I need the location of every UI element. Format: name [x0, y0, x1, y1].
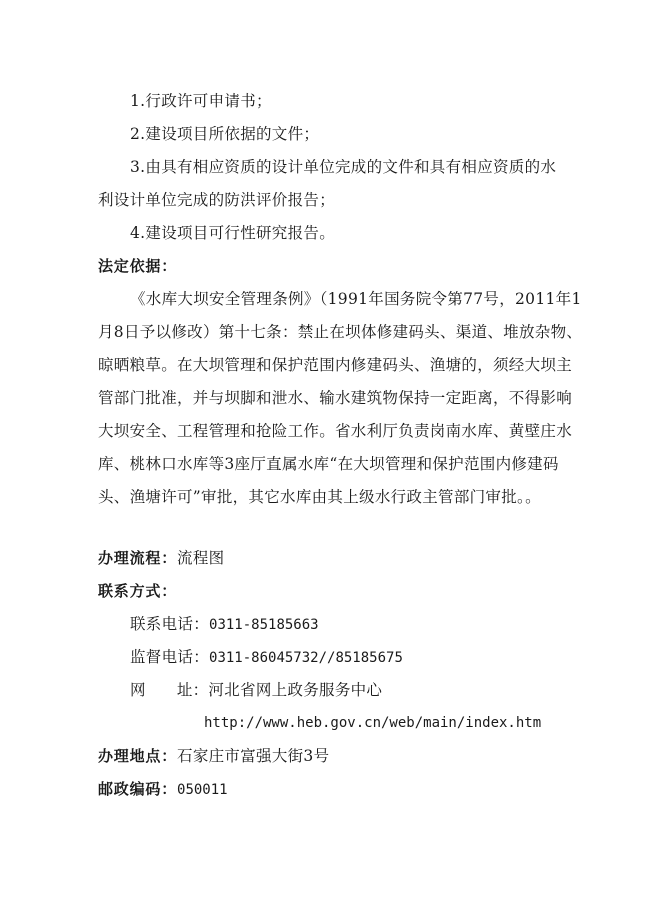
postal-value: 050011 [177, 782, 228, 798]
legal-basis-line-6: 库、桃林口水库等3座厅直属水库“在大坝管理和保护范围内修建码 [98, 455, 559, 473]
legal-basis-line-4: 管部门批准，并与坝脚和泄水、输水建筑物保持一定距离，不得影响 [98, 389, 573, 407]
material-item-1: 1.行政许可申请书； [130, 92, 272, 110]
material-item-3: 3.由具有相应资质的设计单位完成的文件和具有相应资质的水 [130, 158, 557, 176]
legal-basis-heading: 法定依据： [98, 257, 178, 275]
website-url-link[interactable]: http://www.heb.gov.cn/web/main/index.htm [204, 715, 542, 731]
location-row [0, 746, 650, 766]
supervise-phone-row [0, 647, 650, 668]
material-item-2: 2.建设项目所依据的文件； [130, 125, 320, 143]
material-item-3-cont: 利设计单位完成的防洪评价报告； [98, 191, 336, 209]
contact-heading: 联系方式： [98, 582, 178, 600]
contact-phone-label: 联系电话： [130, 615, 210, 633]
process-flowchart-link[interactable]: 流程图 [177, 549, 225, 567]
supervise-phone-value: 0311-86045732//85185675 [209, 650, 403, 666]
postal-row [0, 779, 650, 800]
legal-basis-line-2: 月8日予以修改）第十七条：禁止在坝体修建码头、渠道、堆放杂物、 [98, 323, 583, 341]
process-row [0, 548, 650, 568]
website-label-char-2: 址： [176, 681, 209, 699]
website-label-char-1: 网 [130, 681, 146, 699]
legal-basis-line-5: 大坝安全、工程管理和抢险工作。省水利厅负责岗南水库、黄壁庄水 [98, 422, 573, 440]
postal-heading: 邮政编码： [98, 780, 178, 798]
process-heading: 办理流程： [98, 549, 178, 567]
location-heading: 办理地点： [98, 747, 178, 765]
contact-phone-row [0, 614, 650, 635]
contact-phone-value: 0311-85185663 [209, 617, 319, 633]
legal-basis-line-1: 《水库大坝安全管理条例》（1991年国务院令第77号，2011年1 [130, 290, 582, 308]
material-item-4: 4.建设项目可行性研究报告。 [130, 224, 335, 242]
website-value: 河北省网上政务服务中心 [208, 681, 383, 699]
supervise-phone-label: 监督电话： [130, 648, 210, 666]
legal-basis-line-7: 头、渔塘许可”审批，其它水库由其上级水行政主管部门审批。。 [98, 488, 541, 506]
location-value: 石家庄市富强大街3号 [177, 747, 330, 765]
legal-basis-line-3: 晾晒粮草。在大坝管理和保护范围内修建码头、渔塘的，须经大坝主 [98, 356, 573, 374]
website-row [0, 680, 650, 700]
